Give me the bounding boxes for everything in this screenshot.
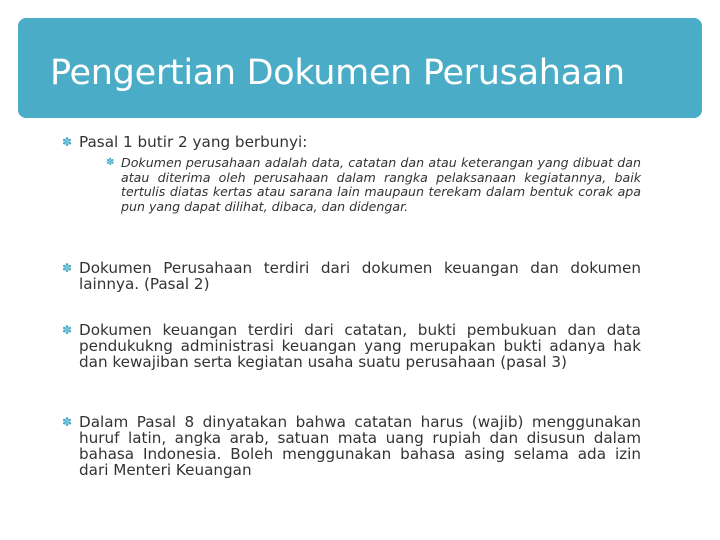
bullet-item xyxy=(62,321,641,371)
bullet-text: Dokumen keuangan terdiri dari catatan, bukti pembukuan dan data pendukukng administrasi keuangan yang merupakan bukti adanya hak dan kewajiban serta kegiatan usaha suatu perusahaan (pasal 3) xyxy=(79,321,641,371)
bullet-item xyxy=(62,413,641,479)
bullet-text: Dokumen Perusahaan terdiri dari dokumen keuangan dan dokumen lainnya. (Pasal 2) xyxy=(79,259,641,293)
bullet-item xyxy=(62,133,641,151)
sub-bullet-icon: ✽ xyxy=(106,157,115,168)
bullet-icon: ✽ xyxy=(62,323,73,337)
bullet-icon: ✽ xyxy=(62,261,73,275)
bullet-item xyxy=(62,259,641,293)
bullet-text: Dalam Pasal 8 dinyatakan bahwa catatan harus (wajib) menggunakan huruf latin, angka arab, satuan mata uang rupiah dan disusun dalam bahasa Indonesia. Boleh menggunakan bahasa asing selama ada izin dari Menteri Keuangan xyxy=(79,413,641,479)
bullet-text: Pasal 1 butir 2 yang berbunyi: xyxy=(79,133,308,151)
bullet-icon: ✽ xyxy=(62,415,73,429)
sub-bullet-text: Dokumen perusahaan adalah data, catatan dan atau keterangan yang dibuat dan atau diterima oleh perusahaan dalam rangka pelaksanaan kegiatannya, baik tertulis diatas kertas atau sarana lain maupaun terekam dalam bentuk corak apa pun yang dapat dilihat, dibaca, dan didengar. xyxy=(121,155,641,214)
sub-bullet-item xyxy=(106,155,641,214)
bullet-icon: ✽ xyxy=(62,135,73,149)
slide-title: Pengertian Dokumen Perusahaan xyxy=(50,53,625,93)
